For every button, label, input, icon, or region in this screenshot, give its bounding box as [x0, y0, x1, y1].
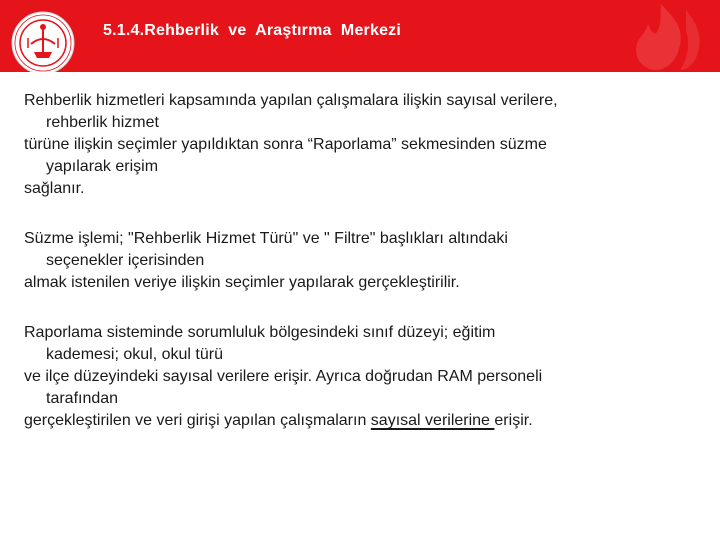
text-line: Süzme işlemi; "Rehberlik Hizmet Türü" ve " Filtre" başlıkları altındaki — [24, 230, 508, 247]
text-line: tarafından — [46, 390, 119, 407]
paragraph-reporting-system — [24, 322, 704, 432]
page-title: 5.1.4.Rehberlik ve Araştırma Merkezi — [103, 22, 402, 39]
paragraph-filtering — [24, 228, 704, 294]
header-bar — [0, 0, 720, 72]
flame-watermark-icon — [606, 0, 716, 72]
text-line: seçenekler içerisinden — [46, 252, 205, 269]
text-segment: gerçekleştirilen ve veri girişi yapılan çalışmaların — [24, 412, 371, 429]
ministry-of-education-emblem-icon — [8, 8, 78, 72]
text-line — [24, 410, 704, 432]
body-content — [24, 90, 704, 460]
text-line: sağlanır. — [24, 180, 85, 197]
text-line: Rehberlik hizmetleri kapsamında yapılan çalışmalara ilişkin sayısal verilere, — [24, 92, 558, 109]
text-line: ve ilçe düzeyindeki sayısal verilere erişir. Ayrıca doğrudan RAM personeli — [24, 368, 543, 385]
underlined-text: sayısal verilerine — [370, 412, 495, 429]
text-line: rehberlik hizmet — [46, 114, 159, 131]
text-line: yapılarak erişim — [46, 158, 159, 175]
text-line: Raporlama sisteminde sorumluluk bölgesindeki sınıf düzeyi; eğitim — [24, 324, 496, 341]
text-line: almak istenilen veriye ilişkin seçimler yapılarak gerçekleştirilir. — [24, 274, 460, 291]
text-segment: erişir. — [494, 412, 533, 429]
paragraph-reporting — [24, 90, 704, 200]
text-line: kademesi; okul, okul türü — [46, 346, 223, 363]
text-line: türüne ilişkin seçimler yapıldıktan sonra “Raporlama” sekmesinden süzme — [24, 136, 547, 153]
